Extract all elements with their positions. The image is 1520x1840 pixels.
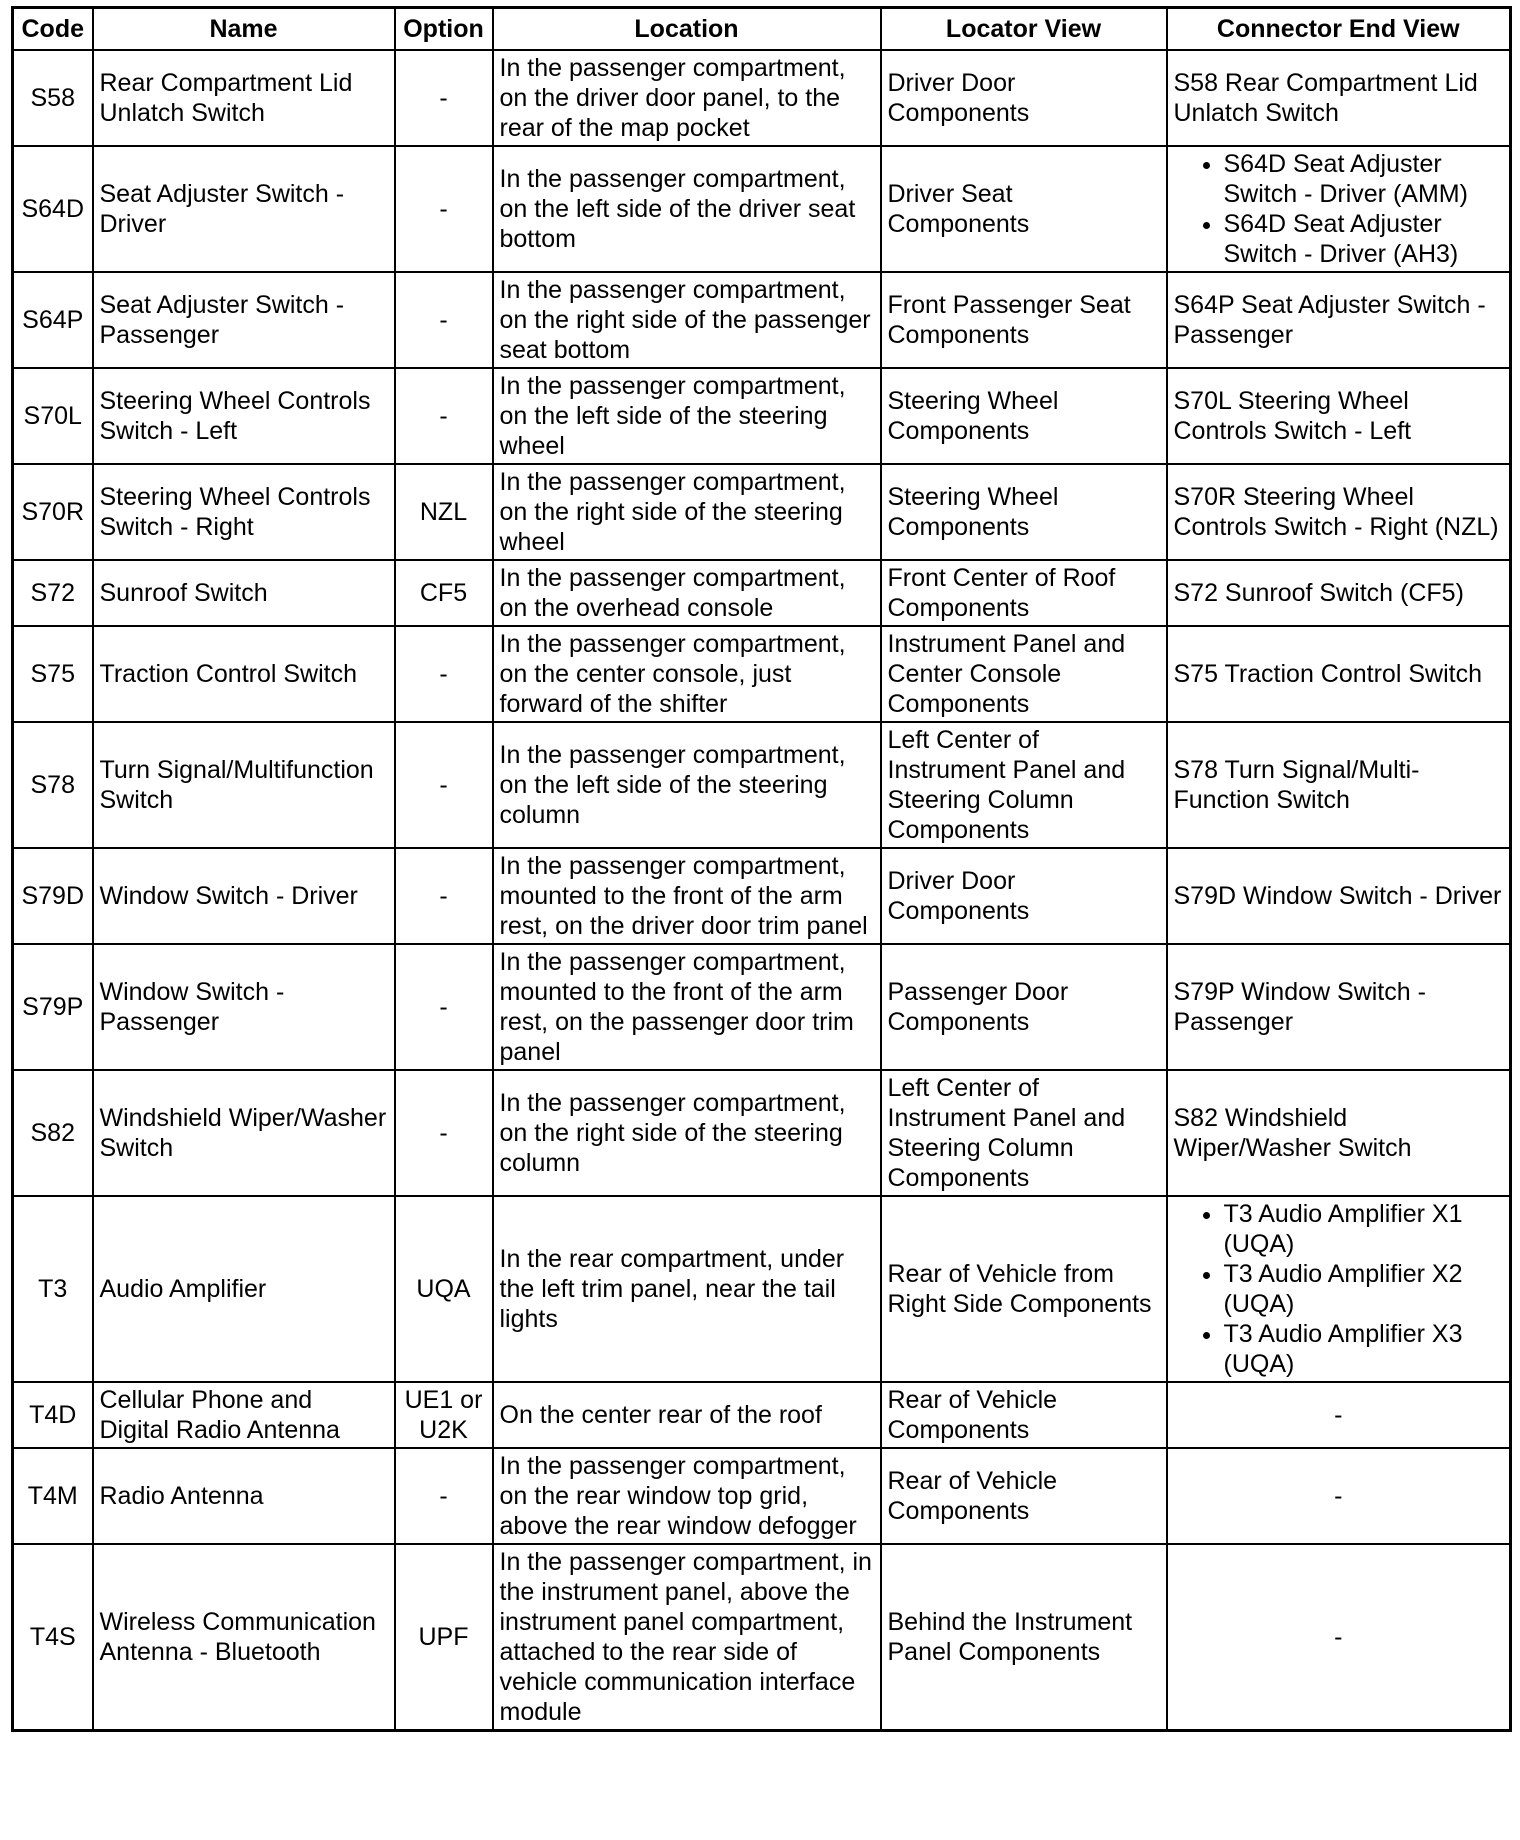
table-row (13, 1382, 1511, 1448)
cell-name: Steering Wheel Controls Switch - Right (93, 464, 395, 560)
cell-name: Seat Adjuster Switch - Passenger (93, 272, 395, 368)
table-row (13, 1544, 1511, 1731)
cell-connector-end-view (1167, 560, 1511, 626)
cell-name: Traction Control Switch (93, 626, 395, 722)
cell-connector-end-view (1167, 1382, 1511, 1448)
connector-text: - (1334, 1623, 1343, 1651)
table-row (13, 146, 1511, 272)
table-row (13, 722, 1511, 848)
cell-locator-view: Rear of Vehicle Components (881, 1382, 1167, 1448)
cell-connector-end-view (1167, 1544, 1511, 1731)
cell-option: CF5 (395, 560, 493, 626)
connector-list (1174, 149, 1504, 269)
cell-location: In the passenger compartment, mounted to the front of the arm rest, on the passenger door trim panel (493, 944, 881, 1070)
cell-connector-end-view (1167, 848, 1511, 944)
cell-option: - (395, 848, 493, 944)
header-location: Location (493, 8, 881, 51)
cell-location: In the passenger compartment, on the center console, just forward of the shifter (493, 626, 881, 722)
cell-code: S64D (13, 146, 93, 272)
connector-text: S75 Traction Control Switch (1173, 660, 1482, 688)
cell-connector-end-view (1167, 464, 1511, 560)
cell-connector-end-view (1167, 944, 1511, 1070)
table-row (13, 560, 1511, 626)
cell-name: Seat Adjuster Switch - Driver (93, 146, 395, 272)
cell-option: - (395, 1448, 493, 1544)
cell-name: Rear Compartment Lid Unlatch Switch (93, 50, 395, 146)
cell-location: In the passenger compartment, on the left side of the driver seat bottom (493, 146, 881, 272)
cell-connector-end-view (1167, 368, 1511, 464)
table-row (13, 848, 1511, 944)
cell-name: Steering Wheel Controls Switch - Left (93, 368, 395, 464)
cell-option: UPF (395, 1544, 493, 1731)
cell-code: S72 (13, 560, 93, 626)
cell-locator-view: Driver Seat Components (881, 146, 1167, 272)
table-row (13, 1448, 1511, 1544)
cell-locator-view: Driver Door Components (881, 50, 1167, 146)
cell-locator-view: Rear of Vehicle from Right Side Components (881, 1196, 1167, 1382)
cell-locator-view: Steering Wheel Components (881, 368, 1167, 464)
cell-name: Window Switch - Driver (93, 848, 395, 944)
table-row (13, 464, 1511, 560)
connector-text: - (1334, 1482, 1343, 1510)
cell-code: T4S (13, 1544, 93, 1731)
cell-locator-view: Front Passenger Seat Components (881, 272, 1167, 368)
table-row (13, 1196, 1511, 1382)
cell-location: In the passenger compartment, on the rear window top grid, above the rear window defogger (493, 1448, 881, 1544)
table-body (13, 50, 1511, 1731)
cell-location: In the passenger compartment, on the left side of the steering column (493, 722, 881, 848)
table-row (13, 626, 1511, 722)
table-row (13, 1070, 1511, 1196)
connector-text: S64P Seat Adjuster Switch - Passenger (1173, 291, 1486, 349)
cell-connector-end-view (1167, 722, 1511, 848)
connector-text: S79D Window Switch - Driver (1173, 882, 1502, 910)
cell-option: UQA (395, 1196, 493, 1382)
cell-option: - (395, 272, 493, 368)
cell-option: - (395, 146, 493, 272)
cell-connector-end-view (1167, 1448, 1511, 1544)
header-name: Name (93, 8, 395, 51)
cell-option: - (395, 944, 493, 1070)
header-option: Option (395, 8, 493, 51)
cell-locator-view: Passenger Door Components (881, 944, 1167, 1070)
connector-list-item: • T3 Audio Amplifier X1 (UQA) (1224, 1199, 1504, 1259)
cell-locator-view: Left Center of Instrument Panel and Steering Column Components (881, 1070, 1167, 1196)
cell-code: S70R (13, 464, 93, 560)
cell-code: T4D (13, 1382, 93, 1448)
table-row (13, 272, 1511, 368)
cell-locator-view: Rear of Vehicle Components (881, 1448, 1167, 1544)
cell-connector-end-view (1167, 626, 1511, 722)
cell-option: NZL (395, 464, 493, 560)
cell-location: In the passenger compartment, mounted to the front of the arm rest, on the driver door trim panel (493, 848, 881, 944)
cell-locator-view: Steering Wheel Components (881, 464, 1167, 560)
cell-code: S78 (13, 722, 93, 848)
cell-locator-view: Left Center of Instrument Panel and Steering Column Components (881, 722, 1167, 848)
cell-location: In the passenger compartment, on the left side of the steering wheel (493, 368, 881, 464)
cell-code: S79P (13, 944, 93, 1070)
cell-code: T3 (13, 1196, 93, 1382)
connector-list (1174, 1199, 1504, 1379)
cell-name: Windshield Wiper/Washer Switch (93, 1070, 395, 1196)
cell-name: Radio Antenna (93, 1448, 395, 1544)
cell-code: S82 (13, 1070, 93, 1196)
cell-option: UE1 or U2K (395, 1382, 493, 1448)
cell-connector-end-view (1167, 1196, 1511, 1382)
cell-location: In the passenger compartment, on the right side of the steering column (493, 1070, 881, 1196)
cell-connector-end-view (1167, 272, 1511, 368)
cell-option: - (395, 50, 493, 146)
header-code: Code (13, 8, 93, 51)
cell-name: Cellular Phone and Digital Radio Antenna (93, 1382, 395, 1448)
component-locator-table (11, 6, 1512, 1732)
cell-option: - (395, 626, 493, 722)
cell-code: S70L (13, 368, 93, 464)
connector-text: - (1334, 1401, 1343, 1429)
connector-list-item: • S64D Seat Adjuster Switch - Driver (AH3) (1224, 209, 1504, 269)
cell-locator-view: Front Center of Roof Components (881, 560, 1167, 626)
cell-locator-view: Driver Door Components (881, 848, 1167, 944)
cell-option: - (395, 368, 493, 464)
cell-name: Sunroof Switch (93, 560, 395, 626)
connector-text: S79P Window Switch - Passenger (1173, 978, 1426, 1036)
cell-locator-view: Instrument Panel and Center Console Components (881, 626, 1167, 722)
header-locator-view: Locator View (881, 8, 1167, 51)
table-row (13, 944, 1511, 1070)
cell-location: In the passenger compartment, on the right side of the steering wheel (493, 464, 881, 560)
cell-option: - (395, 1070, 493, 1196)
cell-location: In the passenger compartment, in the instrument panel, above the instrument panel compartment, attached to the rear side of vehicle communication interface module (493, 1544, 881, 1731)
cell-location: In the rear compartment, under the left trim panel, near the tail lights (493, 1196, 881, 1382)
connector-text: S58 Rear Compartment Lid Unlatch Switch (1173, 69, 1478, 127)
cell-location: In the passenger compartment, on the right side of the passenger seat bottom (493, 272, 881, 368)
connector-text: S72 Sunroof Switch (CF5) (1173, 579, 1464, 607)
cell-connector-end-view (1167, 50, 1511, 146)
table-row (13, 50, 1511, 146)
cell-name: Turn Signal/Multifunction Switch (93, 722, 395, 848)
cell-code: S58 (13, 50, 93, 146)
connector-text: S78 Turn Signal/Multi-Function Switch (1173, 756, 1420, 814)
connector-list-item: • S64D Seat Adjuster Switch - Driver (AMM) (1224, 149, 1504, 209)
cell-location: In the passenger compartment, on the driver door panel, to the rear of the map pocket (493, 50, 881, 146)
connector-text: S70R Steering Wheel Controls Switch - Right (NZL) (1173, 483, 1499, 541)
connector-list-item: • T3 Audio Amplifier X3 (UQA) (1224, 1319, 1504, 1379)
table-row (13, 368, 1511, 464)
connector-text: S82 Windshield Wiper/Washer Switch (1173, 1104, 1412, 1162)
cell-locator-view: Behind the Instrument Panel Components (881, 1544, 1167, 1731)
cell-connector-end-view (1167, 146, 1511, 272)
cell-location: On the center rear of the roof (493, 1382, 881, 1448)
cell-code: S75 (13, 626, 93, 722)
cell-code: T4M (13, 1448, 93, 1544)
cell-name: Audio Amplifier (93, 1196, 395, 1382)
header-row (13, 8, 1511, 51)
cell-name: Wireless Communication Antenna - Bluetooth (93, 1544, 395, 1731)
cell-code: S79D (13, 848, 93, 944)
cell-connector-end-view (1167, 1070, 1511, 1196)
cell-location: In the passenger compartment, on the overhead console (493, 560, 881, 626)
connector-text: S70L Steering Wheel Controls Switch - Left (1173, 387, 1412, 445)
connector-list-item: • T3 Audio Amplifier X2 (UQA) (1224, 1259, 1504, 1319)
cell-name: Window Switch - Passenger (93, 944, 395, 1070)
cell-code: S64P (13, 272, 93, 368)
cell-option: - (395, 722, 493, 848)
header-connector-end-view: Connector End View (1167, 8, 1511, 51)
